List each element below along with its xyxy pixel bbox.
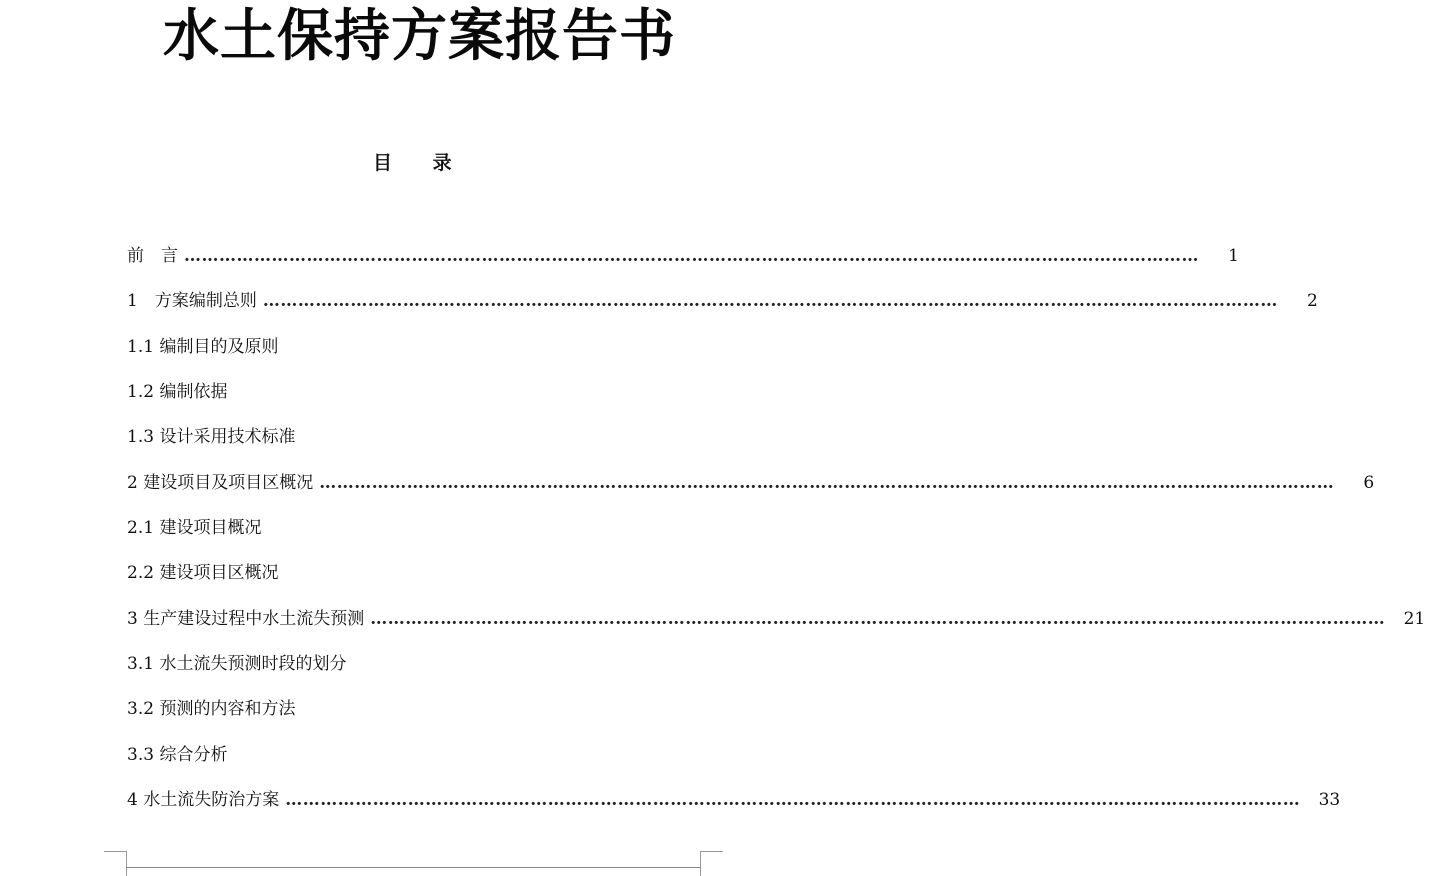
toc-entry-text: 3 生产建设过程中水土流失预测 [127,609,365,629]
toc-page-number: 6 [1363,473,1375,493]
page-margin-corner-right [700,851,723,876]
toc-entry-preface[interactable] [127,241,1239,271]
toc-entry-2[interactable] [127,468,1375,498]
toc-leader-dots: ………………………………………………………………………………………………………………………………………………………… [370,609,1386,629]
toc-entry-text: 2 建设项目及项目区概况 [127,473,314,493]
toc-page-number: 33 [1318,790,1341,810]
toc-leader-dots: ………………………………………………………………………………………………………………………………………………………… [319,473,1335,493]
toc-entry-2-1[interactable] [127,513,672,543]
toc-entry-text: 3.3 综合分析 [127,745,228,765]
toc-entry-1[interactable] [127,286,1318,316]
toc-entry-text: 4 水土流失防治方案 [127,790,280,810]
toc-entry-text: 1 方案编制总则 [127,291,257,311]
toc-page-number: 1 [1228,246,1239,266]
toc-entry-1-2[interactable] [127,377,672,407]
footer-divider [126,867,700,868]
toc-entry-text: 前 言 [127,246,178,266]
toc-entry-2-2[interactable] [127,558,672,588]
toc-entry-text: 3.1 水土流失预测时段的划分 [127,654,347,674]
toc-entry-3-2[interactable] [127,694,672,724]
toc-leader-dots: ………………………………………………………………………………………………………………………………………………………… [262,291,1278,311]
toc-leader-dots: ………………………………………………………………………………………………………………………………………………………… [285,790,1301,810]
toc-entry-text: 1.2 编制依据 [127,382,228,402]
toc-entry-3-3[interactable] [127,740,672,770]
document-title: 水土保持方案报告书 [163,3,676,69]
toc-entry-1-3[interactable] [127,422,672,452]
toc-page-number: 21 [1403,609,1426,629]
toc-entry-3[interactable] [127,604,1426,634]
toc-page-number: 2 [1307,291,1318,311]
toc-entry-text: 1.1 编制目的及原则 [127,337,279,357]
toc-entry-text: 3.2 预测的内容和方法 [127,699,296,719]
toc-leader-dots: ………………………………………………………………………………………………………………………………………………………… [184,246,1199,266]
toc-entry-text: 1.3 设计采用技术标准 [127,427,296,447]
toc-entry-3-1[interactable] [127,649,672,679]
toc-heading: 目 录 [373,152,452,174]
toc-entry-4[interactable] [127,785,1341,815]
toc-entry-1-1[interactable] [127,332,672,362]
toc-entry-text: 2.2 建设项目区概况 [127,563,279,583]
page-margin-corner-left [104,851,127,876]
toc-entry-text: 2.1 建设项目概况 [127,518,262,538]
